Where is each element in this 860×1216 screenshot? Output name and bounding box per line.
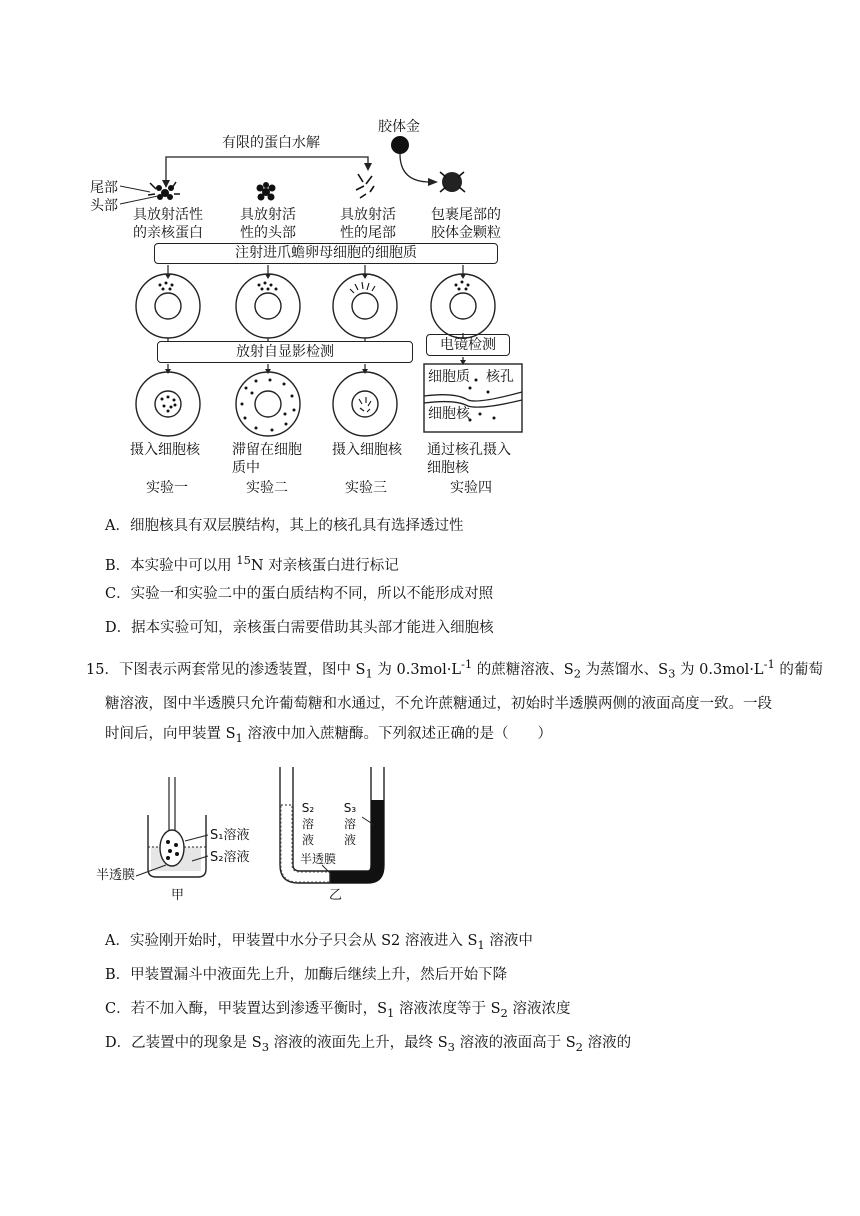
q15-option-b: B．甲装置漏斗中液面先上升，加酶后继续上升，然后开始下降 (105, 967, 508, 983)
q15-option-d: D．乙装置中的现象是 $S_3$ 溶液的液面先上升，最终 $S_3$ 溶液的液面高于 $S_2$ 溶液的 (105, 1035, 632, 1054)
result-label-1: 摄入细胞核 (130, 442, 200, 458)
head-icon (257, 182, 276, 201)
cell-row-1 (136, 274, 495, 338)
em-bar (426, 334, 510, 356)
membrane-label-jia: 半透膜 (96, 868, 136, 883)
q14-option-a: A．细胞核具有双层膜结构，其上的核孔具有选择透过性 (105, 518, 464, 534)
q15-option-a: A．实验刚开始时，甲装置中水分子只会从 S2 溶液进入 $S_1$ 溶液中 (105, 933, 533, 952)
result-label-2: 滞留在细胞 质中 (232, 442, 302, 476)
s2-vertical-label: S₂ 溶 液 (301, 801, 315, 847)
autorad-bar-label: 放射自显影检测 (236, 344, 334, 360)
item-label-1: 具放射活性 的亲核蛋白 (133, 207, 203, 241)
beaker-apparatus (136, 777, 208, 877)
q15-option-c: C．若不加入酶，甲装置达到渗透平衡时，$S_1$ 溶液浓度等于 $S_2$ 溶液浓度 (105, 1001, 571, 1020)
experiment-label-4: 实验四 (450, 480, 492, 496)
head-label: 头部 (90, 198, 118, 214)
apparatus-yi-label: 乙 (329, 888, 343, 903)
colloid-gold-label: 胶体金 (378, 119, 420, 135)
experiment-label-3: 实验三 (345, 480, 387, 496)
result-label-4: 通过核孔摄入 细胞核 (427, 442, 511, 476)
inject-bar (154, 243, 498, 264)
tail-icon (356, 174, 374, 198)
gold-coated-tail-icon (440, 172, 465, 192)
q15-stem: 15．下图表示两套常见的渗透装置，图中 $S_1$ 为 $0.3mol\cdot L^{-1}$ 的蔗糖溶液、$S_2$ 为蒸馏水、$S_3$ 为 $0.3mol\cdot L^{-1}$ 的葡萄 糖溶液，图中半透膜只允许葡萄糖和水通过，不允许蔗糖通过，初始时半透膜两侧的液面高度一致。一段 时间后，向甲装置 $S_1$ 溶液中加入蔗糖酶。下列叙述正确的是（ ） (86, 657, 823, 745)
inject-bar-label: 注射进爪蟾卵母细胞的细胞质 (235, 245, 417, 261)
apparatus-jia-label: 甲 (171, 888, 185, 903)
item-label-3: 具放射活 性的尾部 (340, 207, 396, 241)
experiment-label-1: 实验一 (146, 480, 188, 496)
membrane-label-yi: 半透膜 (300, 852, 337, 866)
em-cytoplasm-label: 细胞质 (428, 369, 470, 385)
q14-option-b: B．本实验中可以用 $^{15}$N 对亲核蛋白进行标记 (105, 553, 399, 574)
em-nucleus-label: 细胞核 (428, 406, 470, 422)
q14-option-d: D．据本实验可知，亲核蛋白需要借助其头部才能进入细胞核 (105, 620, 494, 636)
gold-particle-icon (391, 136, 409, 154)
proteolysis-label: 有限的蛋白水解 (222, 135, 320, 151)
experiment-label-2: 实验二 (246, 480, 288, 496)
figure-2-graphic (0, 755, 860, 915)
em-pore-label: 核孔 (486, 369, 514, 385)
autorad-bar (157, 341, 413, 363)
item-label-2: 具放射活 性的头部 (240, 207, 296, 241)
tail-label: 尾部 (90, 180, 118, 196)
s1-solution-label: S₁溶液 (210, 828, 250, 843)
em-bar-label: 电镜检测 (440, 337, 496, 353)
s3-vertical-label: S₃ 溶 液 (343, 801, 357, 847)
s2-solution-label: S₂溶液 (210, 850, 250, 865)
q14-option-c: C．实验一和实验二中的蛋白质结构不同，所以不能形成对照 (105, 586, 494, 602)
item-label-4: 包裹尾部的 胶体金颗粒 (431, 207, 501, 241)
result-label-3: 摄入细胞核 (332, 442, 402, 458)
